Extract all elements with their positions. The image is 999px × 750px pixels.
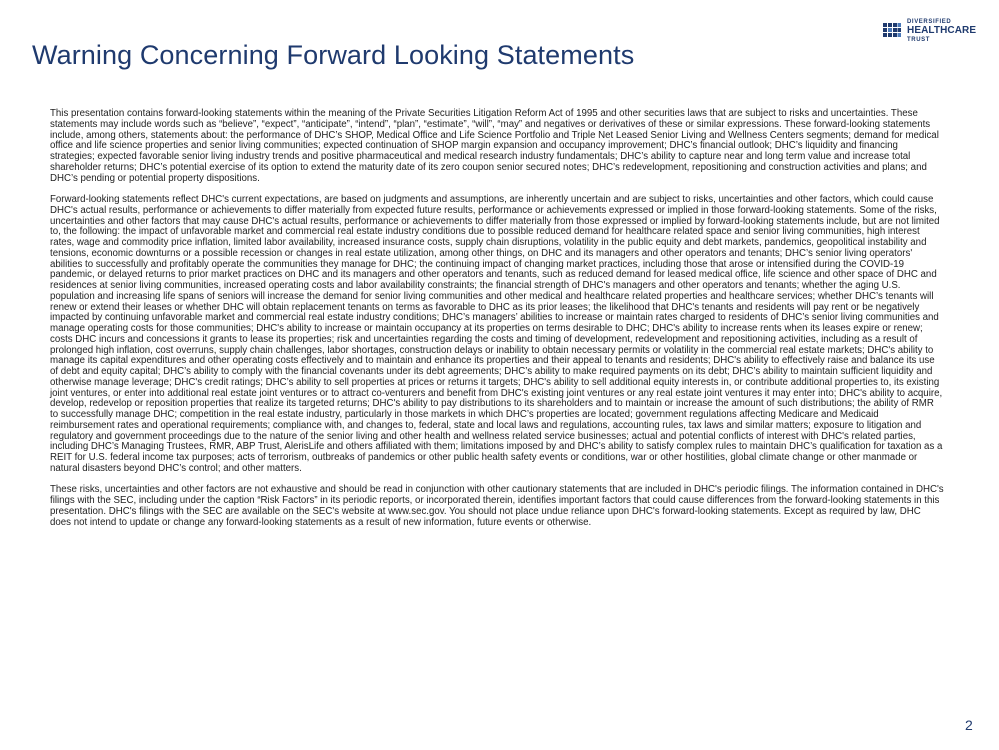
disclaimer-paragraph-1: This presentation contains forward-looking statements within the meaning of the Private Securities Litigation Reform Act of 1995 and other securities laws that are subject to risks and uncertainties. These statements may include words such as “believe”, “expect”, “anticipate”, “intend”, “plan”, “estimate”, “will”, “may” and negatives or derivatives of these or similar expressions. These forward-looking statements include, among others, statements about: the performance of DHC’s SHOP, Medical Office and Life Science Portfolio and Triple Net Leased Senior Living and Wellness Centers segments; demand for medical office and life science properties and senior living communities; expected continuation of SHOP margin expansion and occupancy improvement; DHC’s financial outlook; DHC’s liquidity and financing strategies; expected favorable senior living industry trends and positive pharmaceutical and medical research industry fundamentals; DHC’s ability to capture near and long term value and increase total shareholder returns; DHC’s potential exercise of its option to extend the maturity date of its zero coupon senior secured notes; DHC’s redevelopment, repositioning and construction activities and plans; and DHC’s pending or potential property dispositions. [50, 108, 939, 184]
disclaimer-body [50, 109, 944, 539]
grid-squares-icon [883, 23, 901, 41]
disclaimer-paragraph-3: These risks, uncertainties and other factors are not exhaustive and should be read in conjunction with other cautionary statements that are included in DHC's periodic filings. The information contained in DHC's filings with the SEC, including under the caption “Risk Factors” in its periodic reports, or incorporated therein, identifies important factors that could cause differences from the forward-looking statements in this presentation. DHC's filings with the SEC are available on the SEC's website at www.sec.gov. You should not place undue reliance upon DHC's forward-looking statements. Except as required by law, DHC does not intend to update or change any forward-looking statements as a result of new information, future events or otherwise. [50, 484, 944, 528]
page-number: 2 [965, 717, 973, 733]
company-logo [883, 19, 983, 45]
logo-wordmark [907, 19, 976, 43]
page-title: Warning Concerning Forward Looking Statements [32, 40, 635, 70]
disclaimer-paragraph-2: Forward-looking statements reflect DHC's current expectations, are based on judgments and assumptions, are inherently uncertain and are subject to risks, uncertainties and other factors, which could cause DHC's actual results, performance or achievements to differ materially from expected future results, performance or achievements expressed or implied in those forward-looking statements. Some of the risks, uncertainties and other factors that may cause DHC's actual results, performance or achievements to differ materially from those expressed or implied by forward-looking statements include, but are not limited to, the following: the impact of unfavorable market and commercial real estate industry conditions due to possible reduced demand for healthcare related space and senior living communities, high interest rates, wage and commodity price inflation, limited labor availability, increased insurance costs, supply chain disruptions, volatility in the public equity and debt markets, pandemics, geopolitical instability and tensions, economic downturns or a possible recession or changes in real estate utilization, among other things, on DHC and its managers and other operators and tenants; DHC’s senior living operators' abilities to successfully and profitably operate the communities they manage for DHC; the continuing impact of changing market practices, including those that arose or intensified during the COVID-19 pandemic, or delayed returns to prior market practices on DHC and its managers and other operators and tenants, such as reduced demand for leased medical office, life science and other space of DHC and residences at senior living communities, increased operating costs and labor availability constraints; the financial strength of DHC's managers and other operators and tenants; whether the aging U.S. population and increasing life spans of seniors will increase the demand for senior living communities and other medical and healthcare related properties and healthcare services; whether DHC’s tenants will renew or extend their leases or whether DHC will obtain replacement tenants on terms as favorable to DHC as its prior leases; the likelihood that DHC's tenants and residents will pay rent or be negatively impacted by continuing unfavorable market and commercial real estate industry conditions; DHC’s managers’ abilities to increase or maintain rates charged to residents of DHC’s senior living communities and manage operating costs for those communities; DHC's ability to increase or maintain occupancy at its properties on terms desirable to DHC; DHC's ability to increase rents when its leases expire or renew; costs DHC incurs and concessions it grants to lease its properties; risk and uncertainties regarding the costs and timing of development, redevelopment and repositioning activities, including as a result of prolonged high inflation, cost overruns, supply chain challenges, labor shortages, construction delays or inability to obtain necessary permits or volatility in the commercial real estate markets; DHC's ability to manage its capital expenditures and other operating costs effectively and to maintain and enhance its properties and their appeal to tenants and residents; DHC's ability to effectively raise and balance its use of debt and equity capital; DHC’s ability to comply with the financial covenants under its debt agreements; DHC’s ability to make required payments on its debt; DHC’s ability to maintain sufficient liquidity and otherwise manage leverage; DHC's credit ratings; DHC’s ability to sell properties at prices or returns it targets; DHC's ability to sell additional equity interests in, or contribute additional properties to, its existing joint ventures, or enter into additional real estate joint ventures or to attract co-venturers and benefit from DHC's existing joint ventures or any real estate joint ventures it may enter into; DHC's ability to acquire, develop, redevelop or reposition properties that realize its targeted returns; DHC's ability to pay distributions to its shareholders and to maintain or increase the amount of such distributions; the ability of RMR to successfully manage DHC; competition in the real estate industry, particularly in those markets in which DHC’s properties are located; government regulations affecting Medicare and Medicaid reimbursement rates and operational requirements; compliance with, and changes to, federal, state and local laws and regulations, accounting rules, tax laws and similar matters; exposure to litigation and regulatory and government proceedings due to the nature of the senior living and other health and wellness related service businesses; actual and potential conflicts of interest with DHC's related parties, including DHC’s Managing Trustees, RMR, ABP Trust, AlerisLife and others affiliated with them; limitations imposed by and DHC’s ability to satisfy complex rules to maintain DHC’s qualification for taxation as a REIT for U.S. federal income tax purposes; acts of terrorism, outbreaks of pandemics or other public health safety events or conditions, war or other hostilities, global climate change or other manmade or natural disasters beyond DHC’s control; and other matters. [50, 194, 943, 474]
logo-line-diversified: DIVERSIFIED [907, 19, 952, 25]
logo-line-healthcare: HEALTHCARE [907, 25, 977, 36]
logo-line-trust: TRUST [907, 37, 930, 43]
